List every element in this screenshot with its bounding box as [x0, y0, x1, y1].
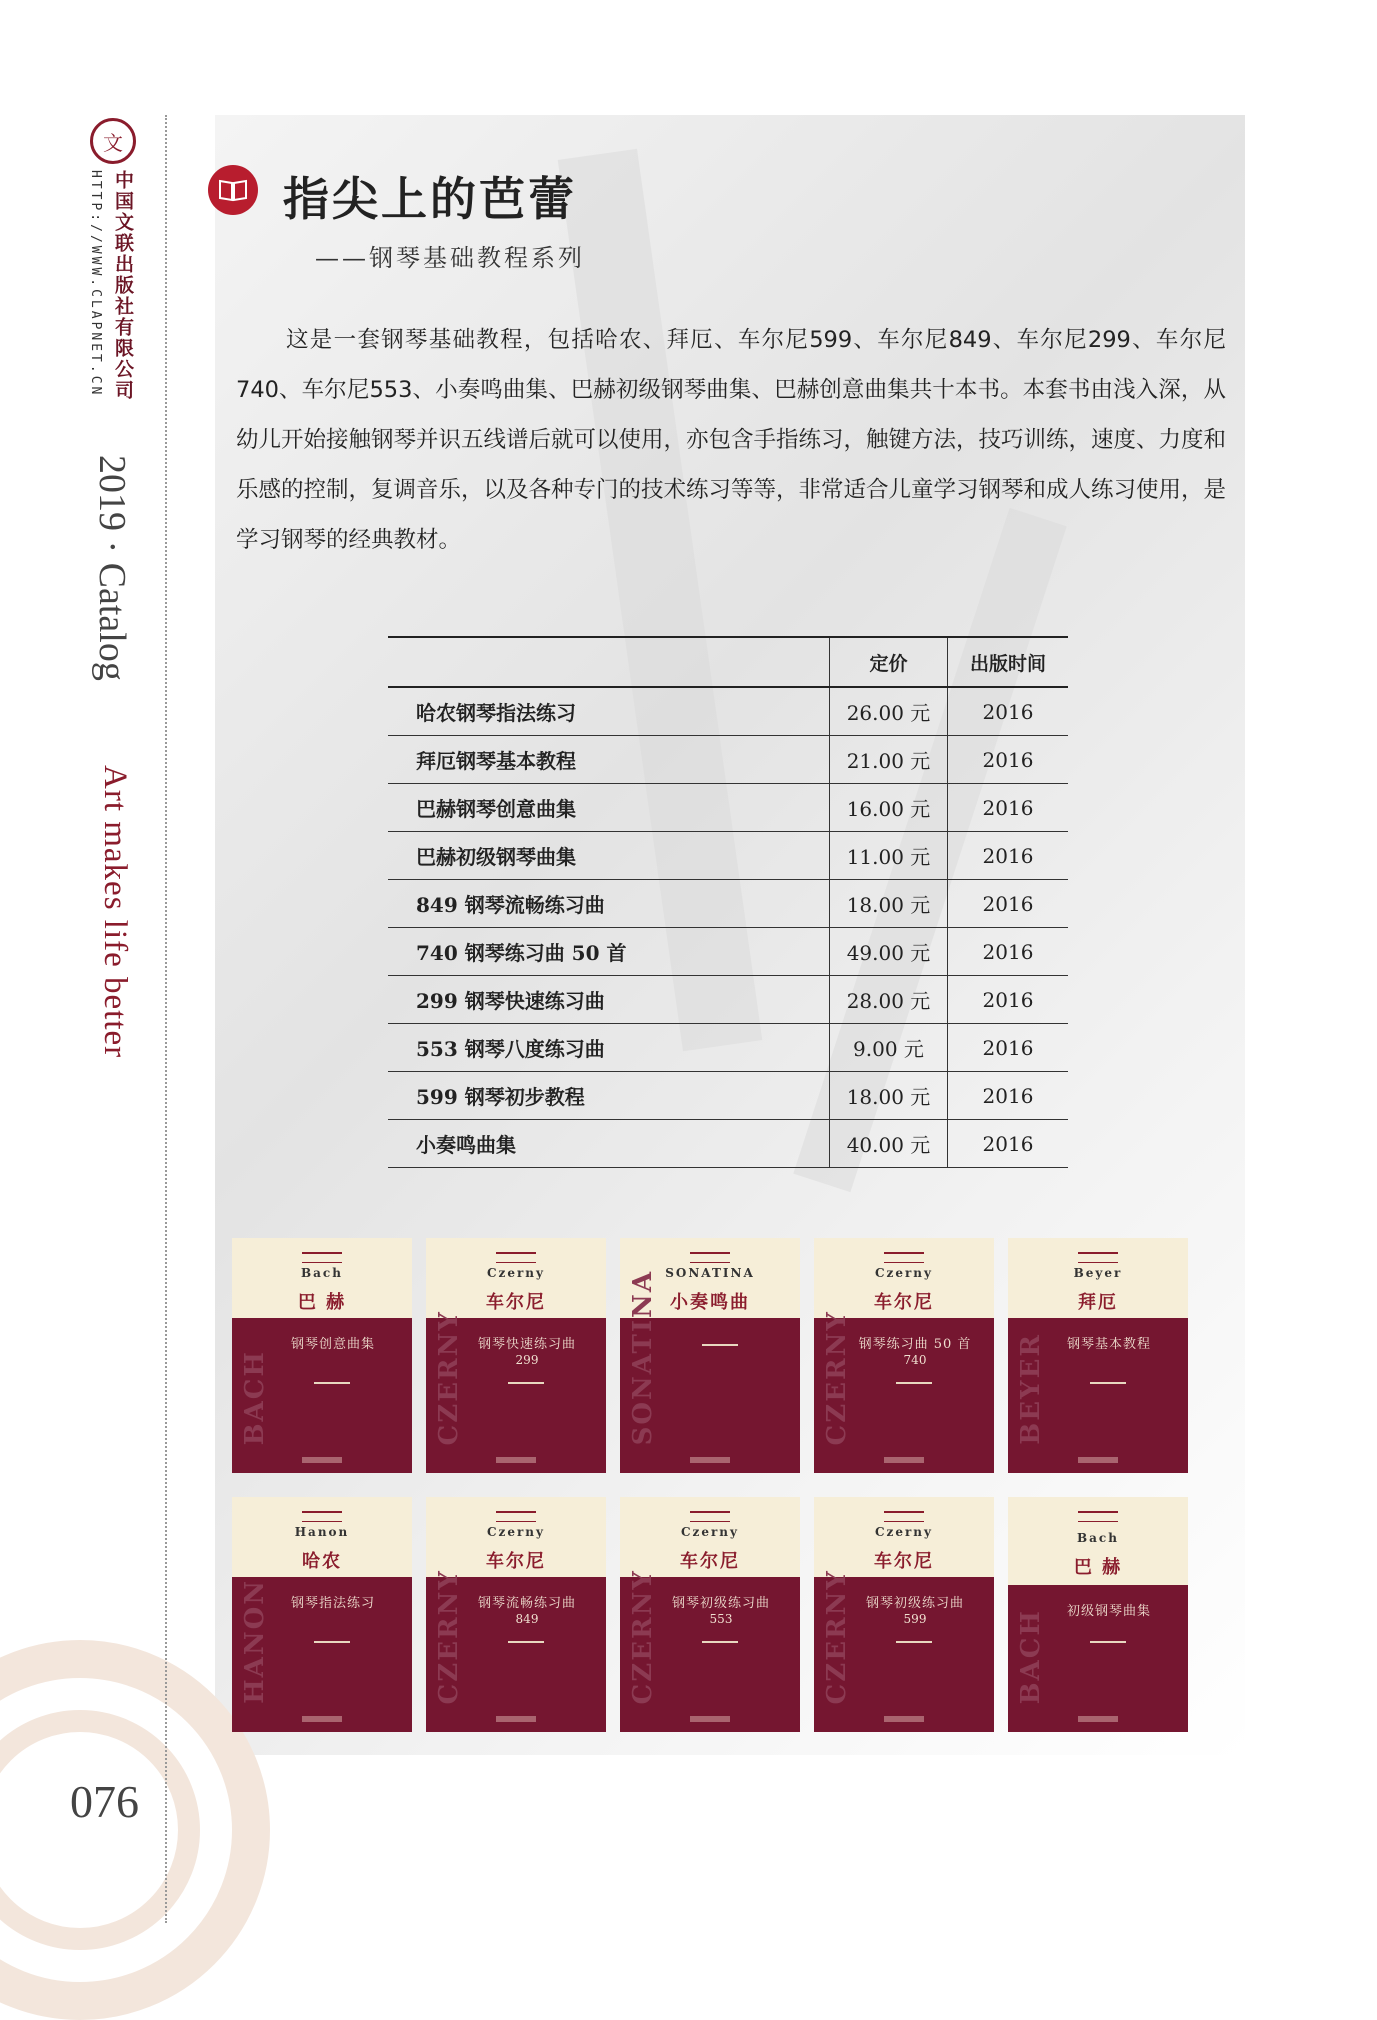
book-cover-czerny-849: [426, 1497, 606, 1732]
ornament-icon: [690, 1511, 730, 1522]
book-cover-bach-little: [1008, 1497, 1188, 1732]
ornament-icon: [896, 1376, 932, 1384]
book-name: 740 钢琴练习曲 50 首: [388, 928, 830, 976]
book-name: 599 钢琴初步教程: [388, 1072, 830, 1120]
book-price: 16.00 元: [830, 784, 948, 832]
cover-number: 599: [903, 1612, 927, 1626]
cover-composer-en: Czerny: [486, 1525, 546, 1539]
cover-composer-zh: 哈农: [302, 1551, 342, 1572]
publisher-mark-icon: [496, 1716, 536, 1722]
book-year: 2016: [948, 1024, 1069, 1072]
book-price: 18.00 元: [830, 880, 948, 928]
catalog-label: 2019 · Catalog: [91, 455, 133, 681]
ornament-icon: [302, 1511, 342, 1522]
cover-composer-en: SONATINA: [665, 1266, 755, 1280]
ornament-icon: [1090, 1635, 1126, 1643]
ornament-icon: [884, 1252, 924, 1263]
book-year: 2016: [948, 1120, 1069, 1168]
cover-composer-en: Czerny: [874, 1525, 934, 1539]
ornament-icon: [702, 1635, 738, 1643]
cover-title: 钢琴初级练习曲: [865, 1596, 964, 1611]
cover-number: 299: [515, 1353, 539, 1367]
cover-spine-text: CZERNY: [628, 1568, 658, 1704]
book-icon: [208, 165, 258, 215]
cover-title: 初级钢琴曲集: [1066, 1604, 1151, 1619]
ornament-icon: [314, 1635, 350, 1643]
table-row: [388, 784, 1068, 832]
sidebar-divider: [165, 115, 167, 1923]
page-number: 076: [70, 1776, 139, 1827]
cover-composer-en: Beyer: [1073, 1266, 1123, 1280]
ornament-icon: [508, 1376, 544, 1384]
book-cover-czerny-553: [620, 1497, 800, 1732]
publisher-mark-icon: [1078, 1716, 1118, 1722]
ornament-icon: [496, 1511, 536, 1522]
cover-spine-text: BACH: [1016, 1608, 1046, 1704]
book-year: 2016: [948, 928, 1069, 976]
cover-spine-text: CZERNY: [822, 1309, 852, 1445]
book-year: 2016: [948, 832, 1069, 880]
cover-composer-zh: 车尔尼: [486, 1292, 546, 1313]
slogan: Art makes life better: [97, 765, 133, 1059]
table-row: [388, 928, 1068, 976]
cover-composer-zh: 车尔尼: [874, 1292, 934, 1313]
cover-composer-en: Czerny: [874, 1266, 934, 1280]
cover-number: 740: [903, 1353, 927, 1367]
table-row: [388, 832, 1068, 880]
page-subtitle: ——钢琴基础教程系列: [315, 244, 585, 272]
cover-title: 钢琴练习曲 50 首: [858, 1337, 972, 1352]
cover-title: 钢琴流畅练习曲: [477, 1596, 576, 1611]
ornament-icon: [302, 1252, 342, 1263]
cover-composer-zh: 拜厄: [1078, 1292, 1118, 1313]
cover-spine-text: BEYER: [1016, 1333, 1046, 1445]
publisher-mark-icon: [302, 1716, 342, 1722]
book-year: 2016: [948, 784, 1069, 832]
header-price: 定价: [830, 637, 948, 687]
table-row: [388, 880, 1068, 928]
table-row: [388, 736, 1068, 784]
publisher-logo-glyph: 文: [103, 130, 123, 155]
book-price: 26.00 元: [830, 687, 948, 736]
cover-composer-en: Czerny: [680, 1525, 740, 1539]
table-row: [388, 687, 1068, 736]
ornament-icon: [702, 1338, 738, 1346]
cover-composer-zh: 车尔尼: [874, 1551, 934, 1572]
book-cover-sonatina: [620, 1238, 800, 1473]
book-name: 哈农钢琴指法练习: [388, 687, 830, 736]
book-year: 2016: [948, 976, 1069, 1024]
book-cover-czerny-599: [814, 1497, 994, 1732]
cover-composer-zh: 巴 赫: [1073, 1557, 1123, 1578]
intro-paragraph: 这是一套钢琴基础教程，包括哈农、拜厄、车尔尼599、车尔尼849、车尔尼299、车尔尼740、车尔尼553、小奏鸣曲集、巴赫初级钢琴曲集、巴赫创意曲集共十本书。本套书由浅入深，从幼儿开始接触钢琴并识五线谱后就可以使用，亦包含手指练习，触键方法，技巧训练，速度、力度和乐感的控制，复调音乐，以及各种专门的技术练习等等，非常适合儿童学习钢琴和成人练习使用，是学习钢琴的经典教材。: [236, 327, 1227, 553]
cover-title: 钢琴快速练习曲: [477, 1337, 576, 1352]
publisher-mark-icon: [884, 1457, 924, 1463]
cover-composer-en: Czerny: [486, 1266, 546, 1280]
cover-spine-text: BACH: [240, 1349, 270, 1445]
book-price: 40.00 元: [830, 1120, 948, 1168]
book-price: 9.00 元: [830, 1024, 948, 1072]
publisher-mark-icon: [1078, 1457, 1118, 1463]
publisher-url: HTTP://WWW.CLAPNET.CN: [88, 170, 103, 398]
ornament-icon: [496, 1252, 536, 1263]
cover-title: 钢琴创意曲集: [290, 1337, 375, 1352]
ornament-icon: [1078, 1511, 1118, 1522]
table-header-row: [388, 637, 1068, 687]
ornament-icon: [690, 1252, 730, 1263]
page-title: 指尖上的芭蕾: [283, 172, 577, 226]
book-name: 849 钢琴流畅练习曲: [388, 880, 830, 928]
book-year: 2016: [948, 1072, 1069, 1120]
cover-composer-en: Bach: [301, 1266, 343, 1280]
header-year: 出版时间: [948, 637, 1069, 687]
ornament-icon: [896, 1635, 932, 1643]
publisher-name: 中国文联出版社有限公司: [112, 170, 134, 401]
table-row: [388, 976, 1068, 1024]
cover-spine-text: CZERNY: [434, 1568, 464, 1704]
book-name: 巴赫初级钢琴曲集: [388, 832, 830, 880]
book-cover-beyer: [1008, 1238, 1188, 1473]
book-cover-hanon: [232, 1497, 412, 1732]
book-name: 553 钢琴八度练习曲: [388, 1024, 830, 1072]
publisher-mark-icon: [884, 1716, 924, 1722]
ornament-icon: [508, 1635, 544, 1643]
cover-composer-zh: 巴 赫: [297, 1292, 347, 1313]
book-price: 21.00 元: [830, 736, 948, 784]
publisher-mark-icon: [302, 1457, 342, 1463]
cover-spine-text: HANON: [240, 1579, 270, 1704]
publisher-mark-icon: [690, 1716, 730, 1722]
publisher-mark-icon: [690, 1457, 730, 1463]
publisher-mark-icon: [496, 1457, 536, 1463]
book-year: 2016: [948, 880, 1069, 928]
cover-composer-en: Bach: [1077, 1531, 1119, 1545]
ornament-icon: [314, 1376, 350, 1384]
cover-composer-en: Hanon: [294, 1525, 350, 1539]
cover-title: 钢琴基本教程: [1066, 1337, 1151, 1352]
publisher-logo: [90, 118, 136, 164]
table-row: [388, 1072, 1068, 1120]
book-name: 拜厄钢琴基本教程: [388, 736, 830, 784]
book-price: 49.00 元: [830, 928, 948, 976]
book-year: 2016: [948, 687, 1069, 736]
cover-spine-text: CZERNY: [434, 1309, 464, 1445]
book-name: 巴赫钢琴创意曲集: [388, 784, 830, 832]
book-name: 299 钢琴快速练习曲: [388, 976, 830, 1024]
book-price: 28.00 元: [830, 976, 948, 1024]
book-cover-czerny-740: [814, 1238, 994, 1473]
cover-title: 钢琴初级练习曲: [671, 1596, 770, 1611]
book-year: 2016: [948, 736, 1069, 784]
cover-composer-zh: 车尔尼: [680, 1551, 740, 1572]
book-price: 11.00 元: [830, 832, 948, 880]
table-row: [388, 1024, 1068, 1072]
price-table: [388, 636, 1068, 1168]
cover-number: 553: [709, 1612, 733, 1626]
cover-spine-text: SONATINA: [628, 1269, 658, 1445]
cover-number: 849: [515, 1612, 539, 1626]
table-row: [388, 1120, 1068, 1168]
cover-composer-zh: 车尔尼: [486, 1551, 546, 1572]
book-cover-czerny-299: [426, 1238, 606, 1473]
cover-spine-text: CZERNY: [822, 1568, 852, 1704]
ornament-icon: [1090, 1376, 1126, 1384]
ornament-icon: [884, 1511, 924, 1522]
header-name: [388, 637, 830, 687]
book-price: 18.00 元: [830, 1072, 948, 1120]
ornament-icon: [1078, 1252, 1118, 1263]
cover-composer-zh: 小奏鸣曲: [670, 1292, 750, 1313]
book-cover-bach-invention: [232, 1238, 412, 1473]
book-name: 小奏鸣曲集: [388, 1120, 830, 1168]
cover-title: 钢琴指法练习: [290, 1596, 375, 1611]
